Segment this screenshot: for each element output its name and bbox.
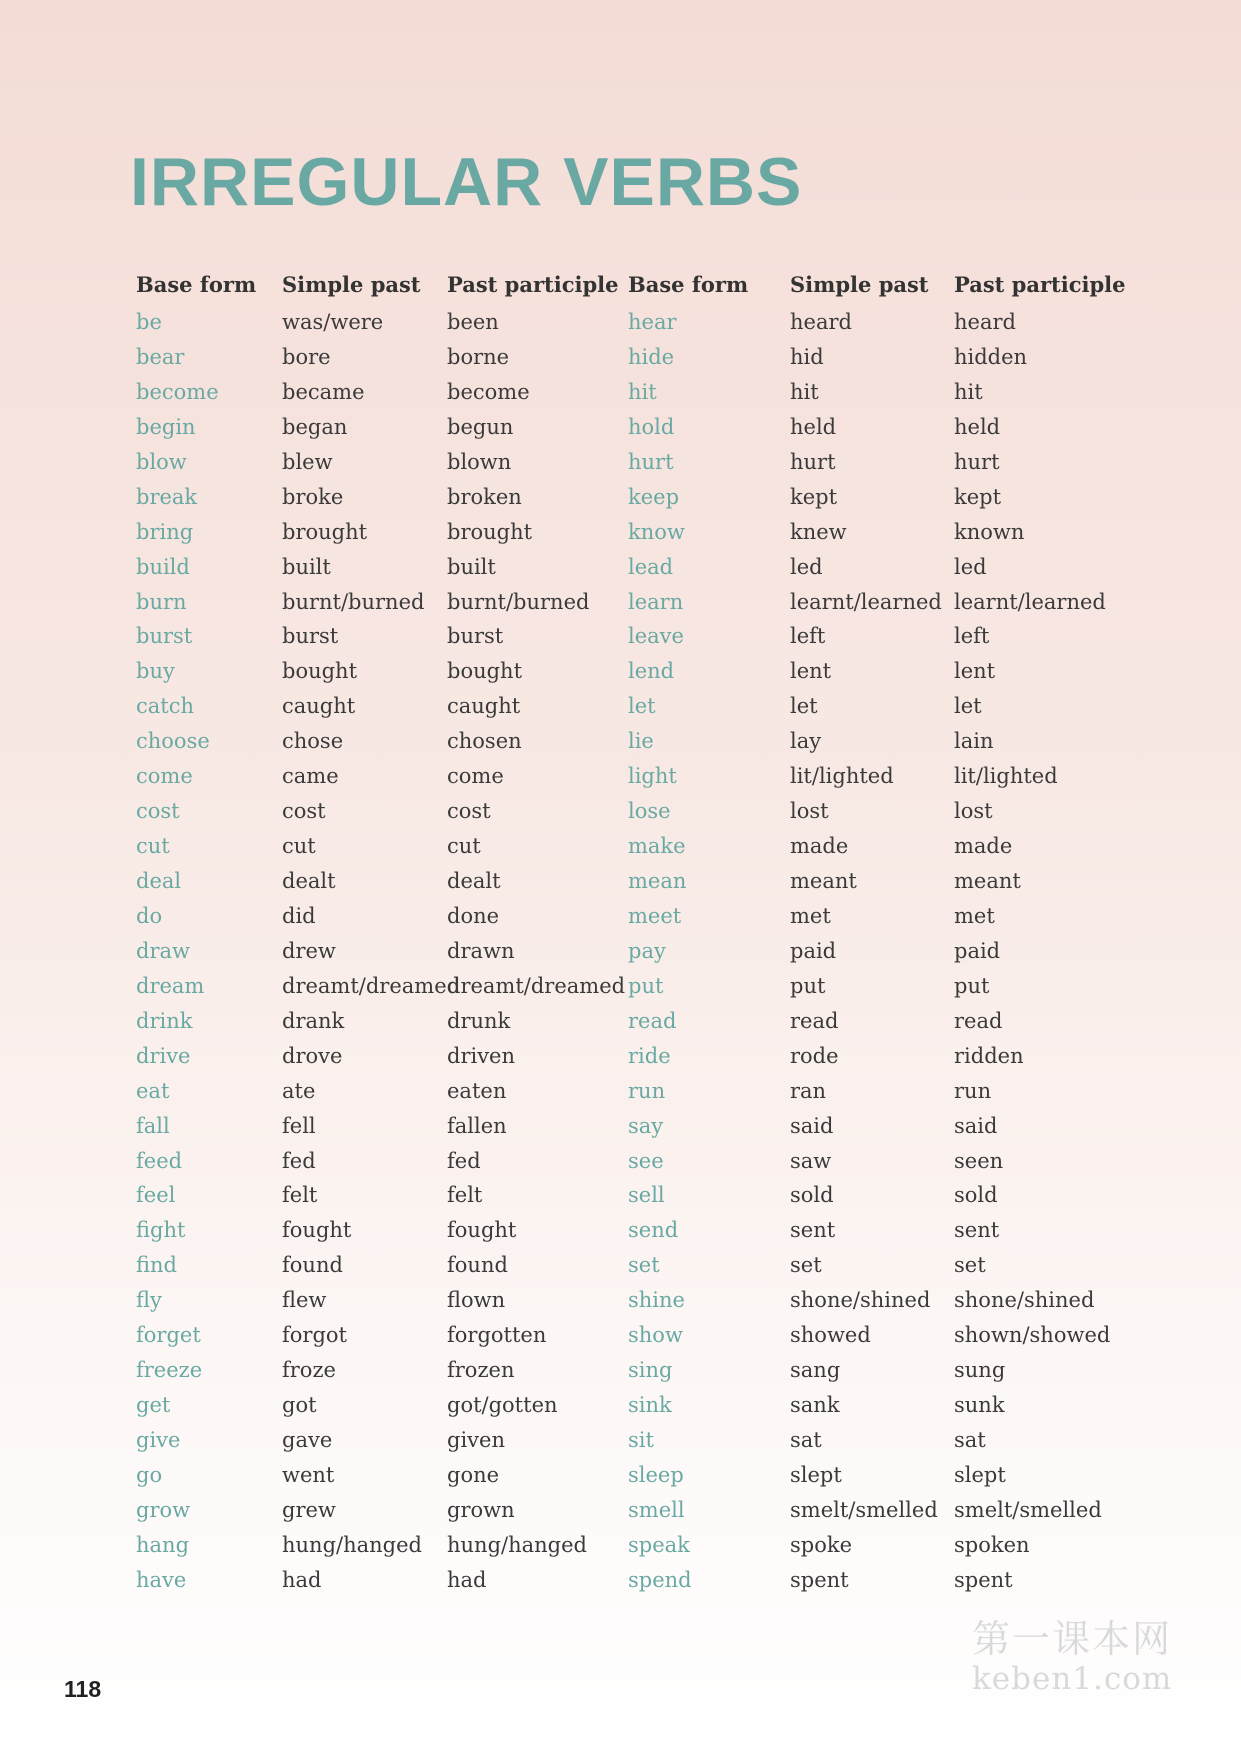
- base-form-cell: sink: [628, 1393, 672, 1418]
- base-form-cell: buy: [136, 659, 175, 684]
- simple-past-cell: found: [282, 1253, 343, 1278]
- past-participle-cell: said: [954, 1113, 998, 1138]
- simple-past-cell: sent: [790, 1218, 836, 1243]
- simple-past-cell: lit/lighted: [790, 764, 894, 789]
- base-form-cell: be: [136, 310, 162, 334]
- simple-past-cell: sat: [790, 1428, 822, 1452]
- simple-past-cell: chose: [282, 729, 344, 754]
- table-row: [136, 1568, 1136, 1603]
- past-participle-cell: drunk: [447, 1008, 511, 1033]
- base-form-cell: ride: [628, 1043, 671, 1068]
- past-participle-cell: fallen: [447, 1113, 507, 1138]
- past-participle-cell: slept: [954, 1462, 1006, 1487]
- base-form-cell: sing: [628, 1358, 673, 1383]
- simple-past-cell: was/were: [282, 310, 384, 334]
- past-participle-cell: ridden: [954, 1043, 1024, 1068]
- past-participle-cell: made: [954, 834, 1013, 859]
- simple-past-cell: showed: [790, 1323, 871, 1348]
- base-form-cell: cut: [136, 834, 170, 859]
- simple-past-cell: caught: [282, 694, 356, 719]
- base-form-cell: grow: [136, 1497, 191, 1522]
- past-participle-cell: hurt: [954, 449, 1000, 474]
- past-participle-cell: dealt: [447, 869, 501, 893]
- past-participle-cell: sat: [954, 1428, 986, 1452]
- past-participle-cell: lost: [954, 799, 993, 824]
- simple-past-cell: sank: [790, 1393, 840, 1418]
- table-row: [136, 624, 1136, 659]
- base-form-cell: feel: [136, 1183, 176, 1208]
- past-participle-cell: dreamt/dreamed: [447, 973, 626, 998]
- base-form-cell: hurt: [628, 449, 674, 474]
- table-row: [136, 1114, 1136, 1149]
- base-form-cell: speak: [628, 1532, 690, 1557]
- base-form-cell: make: [628, 834, 686, 859]
- table-row: [136, 1044, 1136, 1079]
- simple-past-cell: drew: [282, 938, 336, 963]
- simple-past-cell: got: [282, 1393, 317, 1418]
- table-row: [136, 939, 1136, 974]
- simple-past-cell: forgot: [282, 1323, 347, 1348]
- past-participle-cell: flown: [447, 1288, 506, 1313]
- table-row: [136, 1463, 1136, 1498]
- base-form-cell: smell: [628, 1497, 685, 1522]
- simple-past-cell: meant: [790, 869, 857, 893]
- past-participle-cell: bought: [447, 659, 523, 684]
- base-form-cell: drive: [136, 1043, 191, 1068]
- simple-past-cell: kept: [790, 484, 838, 509]
- past-participle-cell: lain: [954, 729, 994, 754]
- table-row: [136, 1533, 1136, 1568]
- base-form-cell: see: [628, 1148, 664, 1173]
- past-participle-cell: spoken: [954, 1532, 1030, 1557]
- table-row: [136, 764, 1136, 799]
- header-simple-past-2: Simple past: [790, 272, 929, 297]
- table-row: [136, 1253, 1136, 1288]
- table-row: [136, 1218, 1136, 1253]
- past-participle-cell: heard: [954, 310, 1016, 334]
- base-form-cell: catch: [136, 694, 195, 719]
- past-participle-cell: blown: [447, 449, 512, 474]
- table-row: [136, 729, 1136, 764]
- simple-past-cell: spent: [790, 1567, 849, 1592]
- simple-past-cell: had: [282, 1567, 322, 1592]
- simple-past-cell: drank: [282, 1008, 345, 1033]
- past-participle-cell: sunk: [954, 1393, 1005, 1418]
- past-participle-cell: hit: [954, 379, 983, 404]
- base-form-cell: come: [136, 764, 193, 789]
- base-form-cell: eat: [136, 1078, 170, 1103]
- table-row: [136, 799, 1136, 834]
- base-form-cell: keep: [628, 484, 680, 509]
- simple-past-cell: bought: [282, 659, 358, 684]
- past-participle-cell: found: [447, 1253, 508, 1278]
- header-base-form-1: Base form: [136, 272, 257, 297]
- past-participle-cell: come: [447, 764, 504, 789]
- watermark-line-2: keben1.com: [972, 1661, 1173, 1697]
- base-form-cell: give: [136, 1428, 181, 1452]
- past-participle-cell: built: [447, 554, 496, 579]
- base-form-cell: dream: [136, 973, 205, 998]
- table-row: [136, 1183, 1136, 1218]
- base-form-cell: burn: [136, 589, 187, 614]
- header-past-participle-2: Past participle: [954, 272, 1126, 297]
- base-form-cell: run: [628, 1078, 666, 1103]
- past-participle-cell: known: [954, 519, 1025, 544]
- past-participle-cell: run: [954, 1078, 992, 1103]
- base-form-cell: lend: [628, 659, 675, 684]
- past-participle-cell: fed: [447, 1148, 481, 1173]
- past-participle-cell: sent: [954, 1218, 1000, 1243]
- simple-past-cell: hid: [790, 344, 824, 369]
- past-participle-cell: broken: [447, 484, 522, 509]
- base-form-cell: feed: [136, 1148, 183, 1173]
- base-form-cell: build: [136, 554, 190, 579]
- table-row: [136, 380, 1136, 415]
- simple-past-cell: rode: [790, 1043, 839, 1068]
- simple-past-cell: lay: [790, 729, 822, 754]
- simple-past-cell: felt: [282, 1183, 318, 1208]
- past-participle-cell: fought: [447, 1218, 517, 1243]
- past-participle-cell: begun: [447, 414, 514, 439]
- past-participle-cell: brought: [447, 519, 533, 544]
- table-row: [136, 1288, 1136, 1323]
- header-past-participle-1: Past participle: [447, 272, 619, 297]
- table-row: [136, 1358, 1136, 1393]
- simple-past-cell: heard: [790, 310, 852, 334]
- simple-past-cell: hung/hanged: [282, 1532, 422, 1557]
- page-title: IRREGULAR VERBS: [130, 144, 803, 220]
- base-form-cell: hold: [628, 414, 675, 439]
- past-participle-cell: lent: [954, 659, 996, 684]
- base-form-cell: spend: [628, 1567, 692, 1592]
- base-form-cell: shine: [628, 1288, 685, 1313]
- past-participle-cell: shown/showed: [954, 1323, 1111, 1348]
- simple-past-cell: went: [282, 1462, 335, 1487]
- simple-past-cell: met: [790, 903, 831, 928]
- base-form-cell: send: [628, 1218, 679, 1243]
- table-row: [136, 1009, 1136, 1044]
- simple-past-cell: knew: [790, 519, 847, 544]
- simple-past-cell: paid: [790, 938, 837, 963]
- base-form-cell: mean: [628, 869, 687, 893]
- base-form-cell: hear: [628, 310, 677, 334]
- past-participle-cell: had: [447, 1567, 487, 1592]
- past-participle-cell: sold: [954, 1183, 998, 1208]
- base-form-cell: find: [136, 1253, 177, 1278]
- base-form-cell: know: [628, 519, 685, 544]
- simple-past-cell: sang: [790, 1358, 841, 1383]
- past-participle-cell: given: [447, 1428, 505, 1452]
- past-participle-cell: sung: [954, 1358, 1006, 1383]
- simple-past-cell: read: [790, 1008, 839, 1033]
- base-form-cell: sit: [628, 1428, 654, 1452]
- base-form-cell: fall: [136, 1113, 170, 1138]
- simple-past-cell: held: [790, 414, 837, 439]
- past-participle-cell: held: [954, 414, 1001, 439]
- table-row: [136, 834, 1136, 869]
- past-participle-cell: drawn: [447, 938, 515, 963]
- past-participle-cell: let: [954, 694, 982, 719]
- simple-past-cell: fell: [282, 1113, 316, 1138]
- past-participle-cell: felt: [447, 1183, 483, 1208]
- base-form-cell: pay: [628, 938, 666, 963]
- base-form-cell: have: [136, 1567, 187, 1592]
- simple-past-cell: lent: [790, 659, 832, 684]
- header-base-form-2: Base form: [628, 272, 749, 297]
- table-row: [136, 520, 1136, 555]
- base-form-cell: hang: [136, 1532, 190, 1557]
- header-simple-past-1: Simple past: [282, 272, 421, 297]
- simple-past-cell: fought: [282, 1218, 352, 1243]
- table-row: [136, 904, 1136, 939]
- past-participle-cell: shone/shined: [954, 1288, 1095, 1313]
- simple-past-cell: flew: [282, 1288, 327, 1313]
- base-form-cell: light: [628, 764, 677, 789]
- past-participle-cell: eaten: [447, 1078, 507, 1103]
- simple-past-cell: grew: [282, 1497, 336, 1522]
- simple-past-cell: built: [282, 554, 331, 579]
- simple-past-cell: sold: [790, 1183, 834, 1208]
- base-form-cell: freeze: [136, 1358, 203, 1383]
- base-form-cell: blow: [136, 449, 187, 474]
- past-participle-cell: seen: [954, 1148, 1004, 1173]
- table-row: [136, 869, 1136, 904]
- base-form-cell: sell: [628, 1183, 665, 1208]
- page-number: 118: [64, 1676, 102, 1702]
- past-participle-cell: kept: [954, 484, 1002, 509]
- base-form-cell: set: [628, 1253, 660, 1278]
- past-participle-cell: spent: [954, 1567, 1013, 1592]
- past-participle-cell: forgotten: [447, 1323, 547, 1348]
- past-participle-cell: led: [954, 554, 987, 579]
- base-form-cell: hide: [628, 344, 675, 369]
- past-participle-cell: set: [954, 1253, 986, 1278]
- table-row: [136, 694, 1136, 729]
- base-form-cell: sleep: [628, 1462, 684, 1487]
- simple-past-cell: dreamt/dreamed: [282, 973, 461, 998]
- base-form-cell: burst: [136, 624, 193, 649]
- base-form-cell: fly: [136, 1288, 162, 1313]
- base-form-cell: let: [628, 694, 656, 719]
- simple-past-cell: came: [282, 764, 339, 789]
- table-row: [136, 555, 1136, 590]
- base-form-cell: show: [628, 1323, 683, 1348]
- past-participle-cell: left: [954, 624, 990, 649]
- base-form-cell: forget: [136, 1323, 201, 1348]
- past-participle-cell: burnt/burned: [447, 589, 590, 614]
- base-form-cell: get: [136, 1393, 171, 1418]
- simple-past-cell: shone/shined: [790, 1288, 931, 1313]
- table-row: [136, 310, 1136, 345]
- past-participle-cell: learnt/learned: [954, 589, 1106, 614]
- base-form-cell: lose: [628, 799, 671, 824]
- simple-past-cell: cost: [282, 799, 326, 824]
- simple-past-cell: made: [790, 834, 849, 859]
- base-form-cell: leave: [628, 624, 684, 649]
- base-form-cell: learn: [628, 589, 684, 614]
- past-participle-cell: put: [954, 973, 990, 998]
- simple-past-cell: did: [282, 903, 316, 928]
- past-participle-cell: chosen: [447, 729, 522, 754]
- simple-past-cell: fed: [282, 1148, 316, 1173]
- base-form-cell: cost: [136, 799, 180, 824]
- past-participle-cell: frozen: [447, 1358, 515, 1383]
- past-participle-cell: cut: [447, 834, 481, 859]
- verb-rows: [136, 310, 1136, 1603]
- simple-past-cell: slept: [790, 1462, 842, 1487]
- table-row: [136, 1149, 1136, 1184]
- past-participle-cell: lit/lighted: [954, 764, 1058, 789]
- table-row: [136, 415, 1136, 450]
- base-form-cell: lie: [628, 729, 654, 754]
- simple-past-cell: drove: [282, 1043, 343, 1068]
- base-form-cell: begin: [136, 414, 196, 439]
- simple-past-cell: ran: [790, 1078, 827, 1103]
- past-participle-cell: paid: [954, 938, 1001, 963]
- table-row: [136, 1498, 1136, 1533]
- simple-past-cell: cut: [282, 834, 316, 859]
- table-row: [136, 974, 1136, 1009]
- past-participle-cell: got/gotten: [447, 1393, 558, 1418]
- base-form-cell: deal: [136, 869, 182, 893]
- simple-past-cell: burst: [282, 624, 339, 649]
- simple-past-cell: gave: [282, 1428, 333, 1452]
- past-participle-cell: done: [447, 903, 500, 928]
- past-participle-cell: caught: [447, 694, 521, 719]
- simple-past-cell: burnt/burned: [282, 589, 425, 614]
- past-participle-cell: grown: [447, 1497, 515, 1522]
- base-form-cell: bring: [136, 519, 194, 544]
- simple-past-cell: froze: [282, 1358, 336, 1383]
- simple-past-cell: lost: [790, 799, 829, 824]
- simple-past-cell: learnt/learned: [790, 589, 942, 614]
- past-participle-cell: smelt/smelled: [954, 1497, 1102, 1522]
- simple-past-cell: set: [790, 1253, 822, 1278]
- past-participle-cell: burst: [447, 624, 504, 649]
- base-form-cell: drink: [136, 1008, 193, 1033]
- simple-past-cell: smelt/smelled: [790, 1497, 938, 1522]
- past-participle-cell: been: [447, 310, 499, 334]
- table-row: [136, 345, 1136, 380]
- base-form-cell: become: [136, 379, 219, 404]
- simple-past-cell: led: [790, 554, 823, 579]
- simple-past-cell: left: [790, 624, 826, 649]
- table-row: [136, 590, 1136, 625]
- past-participle-cell: cost: [447, 799, 491, 824]
- past-participle-cell: become: [447, 379, 530, 404]
- simple-past-cell: bore: [282, 344, 331, 369]
- simple-past-cell: began: [282, 414, 348, 439]
- simple-past-cell: said: [790, 1113, 834, 1138]
- base-form-cell: choose: [136, 729, 210, 754]
- table-row: [136, 659, 1136, 694]
- base-form-cell: bear: [136, 344, 185, 369]
- base-form-cell: fight: [136, 1218, 186, 1243]
- simple-past-cell: saw: [790, 1148, 832, 1173]
- simple-past-cell: let: [790, 694, 818, 719]
- past-participle-cell: borne: [447, 344, 510, 369]
- base-form-cell: do: [136, 903, 163, 928]
- table-row: [136, 1323, 1136, 1358]
- table-row: [136, 450, 1136, 485]
- watermark: [972, 1617, 1172, 1697]
- watermark-line-1: 第一课本网: [972, 1617, 1173, 1661]
- base-form-cell: go: [136, 1462, 163, 1487]
- table-row: [136, 1428, 1136, 1463]
- simple-past-cell: hurt: [790, 449, 836, 474]
- table-row: [136, 1393, 1136, 1428]
- base-form-cell: put: [628, 973, 664, 998]
- base-form-cell: read: [628, 1008, 677, 1033]
- past-participle-cell: met: [954, 903, 995, 928]
- past-participle-cell: hung/hanged: [447, 1532, 587, 1557]
- simple-past-cell: blew: [282, 449, 333, 474]
- past-participle-cell: driven: [447, 1043, 516, 1068]
- past-participle-cell: hidden: [954, 344, 1028, 369]
- past-participle-cell: meant: [954, 869, 1021, 893]
- table-row: [136, 485, 1136, 520]
- base-form-cell: draw: [136, 938, 190, 963]
- table-row: [136, 1079, 1136, 1114]
- simple-past-cell: brought: [282, 519, 368, 544]
- simple-past-cell: hit: [790, 379, 819, 404]
- simple-past-cell: dealt: [282, 869, 336, 893]
- base-form-cell: meet: [628, 903, 682, 928]
- past-participle-cell: gone: [447, 1462, 500, 1487]
- base-form-cell: say: [628, 1113, 664, 1138]
- base-form-cell: break: [136, 484, 198, 509]
- simple-past-cell: broke: [282, 484, 344, 509]
- simple-past-cell: ate: [282, 1078, 316, 1103]
- past-participle-cell: read: [954, 1008, 1003, 1033]
- simple-past-cell: put: [790, 973, 826, 998]
- simple-past-cell: spoke: [790, 1532, 853, 1557]
- base-form-cell: lead: [628, 554, 674, 579]
- base-form-cell: hit: [628, 379, 657, 404]
- simple-past-cell: became: [282, 379, 365, 404]
